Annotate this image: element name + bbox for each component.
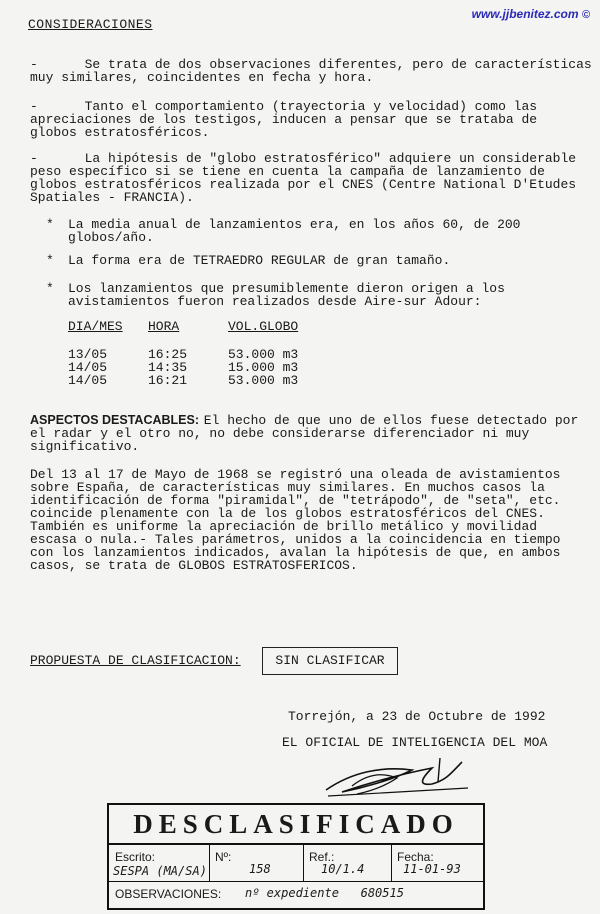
text-line: Spatiales - FRANCIA). [30, 190, 194, 205]
table-header-volumen: VOL.GLOBO [228, 319, 299, 334]
text-line: coincide plenamente con la de los globos estratosféricos del CNES. [30, 506, 545, 521]
bullet-item-3 [68, 282, 568, 308]
text-line: La forma era de TETRAEDRO REGULAR de gran tamaño. [68, 253, 451, 268]
text-line: apreciaciones de los testigos, inducen a pensar que se trataba de [30, 112, 538, 127]
escrito-value: SESPA (MA/SA) [113, 864, 207, 878]
classification-box: SIN CLASIFICAR [262, 647, 398, 675]
observaciones-value: nº expediente 680515 [245, 886, 404, 900]
watermark-url: www.jjbenitez.com [471, 7, 579, 21]
text-line: - La hipótesis de "globo estratosférico" adquiere un considerable [30, 151, 577, 166]
observaciones-label: OBSERVACIONES: [115, 887, 222, 901]
table-cell: 16:25 [148, 347, 188, 362]
bullet-marker: * [46, 281, 54, 296]
bullet-marker: * [46, 253, 54, 268]
text-line: - Se trata de dos observaciones diferentes, pero de características [30, 57, 592, 72]
text-line: peso específico si se tiene en cuenta la campaña de lanzamiento de [30, 164, 545, 179]
paragraph-1 [30, 57, 592, 85]
stamp-cell-fecha [391, 845, 481, 881]
text-line: identificación de forma "piramidal", de "tetrápodo", de "seta", etc. [30, 493, 561, 508]
paragraph-3 [30, 151, 577, 205]
aspectos-label: ASPECTOS DESTACABLES: [30, 413, 200, 427]
table-cell: 13/05 [68, 347, 108, 362]
text-line: el radar y el otro no, no debe considerarse diferenciador ni muy [30, 426, 530, 441]
table-cell: 16:21 [148, 373, 188, 388]
watermark [472, 8, 590, 22]
text-line: muy similares, coincidentes en fecha y hora. [30, 70, 374, 85]
fecha-label: Fecha: [397, 850, 434, 864]
text-line: casos, se trata de GLOBOS ESTRATOSFERICOS. [30, 558, 358, 573]
bullet-item-2 [68, 254, 568, 267]
stamp-cell-numero [209, 845, 304, 881]
place-date: Torrejón, a 23 de Octubre de 1992 [288, 709, 546, 724]
text-line: globos estratosféricos. [30, 125, 210, 140]
bullet-item-1 [68, 218, 568, 244]
text-line: avistamientos fueron realizados desde Aire-sur Adour: [68, 294, 482, 309]
table-cell: 15.000 m3 [228, 360, 299, 375]
text-line: El hecho de que uno de ellos fuese detectado por [196, 413, 579, 428]
text-line: globos/año. [68, 230, 154, 245]
table-cell: 53.000 m3 [228, 347, 299, 362]
escrito-label: Escrito: [115, 850, 156, 864]
fecha-value: 11-01-93 [403, 862, 461, 876]
section-heading: CONSIDERACIONES [28, 17, 153, 32]
text-line: globos estratosféricos realizada por el CNES (Centre National D'Etudes [30, 177, 577, 192]
numero-value: 158 [249, 862, 271, 876]
stamp-observaciones-row [109, 883, 483, 907]
table-header-dia: DIA/MES [68, 319, 123, 334]
signatory: EL OFICIAL DE INTELIGENCIA DEL MOA [282, 735, 548, 750]
signature-image [322, 752, 472, 800]
text-line: significativo. [30, 439, 140, 454]
text-line: Los lanzamientos que presumiblemente dieron origen a los [68, 281, 505, 296]
table-cell: 14/05 [68, 373, 108, 388]
text-line: Del 13 al 17 de Mayo de 1968 se registró una oleada de avistamientos [30, 467, 561, 482]
stamp-details-row [109, 845, 483, 882]
stamp-title: DESCLASIFICADO [109, 805, 483, 845]
table-cell: 53.000 m3 [228, 373, 299, 388]
text-line: escasa o nula.- Tales parámetros, unidos a la coincidencia en tiempo [30, 532, 561, 547]
propuesta-label: PROPUESTA DE CLASIFICACION: [30, 653, 241, 668]
text-line: La media anual de lanzamientos era, en los años 60, de 200 [68, 217, 521, 232]
text-line: con los lanzamientos indicados, avalan la hipótesis de que, en ambos [30, 545, 561, 560]
stamp-cell-ref [303, 845, 392, 881]
table-cell: 14/05 [68, 360, 108, 375]
ref-value: 10/1.4 [321, 862, 365, 876]
table-header-hora: HORA [148, 319, 180, 334]
declassified-stamp [107, 803, 485, 910]
paragraph-2 [30, 100, 570, 139]
copyright-symbol: © [581, 9, 590, 21]
summary-paragraph [30, 468, 570, 572]
numero-label: Nº: [215, 850, 232, 864]
stamp-cell-escrito [109, 845, 210, 881]
table-cell: 14:35 [148, 360, 188, 375]
text-line: - Tanto el comportamiento (trayectoria y velocidad) como las [30, 99, 538, 114]
text-line: También es uniforme la apreciación de brillo metálico y movilidad [30, 519, 538, 534]
ref-label: Ref.: [309, 850, 335, 864]
bullet-marker: * [46, 217, 54, 232]
text-line: sobre España, de características muy similares. En muchos casos la [30, 480, 545, 495]
